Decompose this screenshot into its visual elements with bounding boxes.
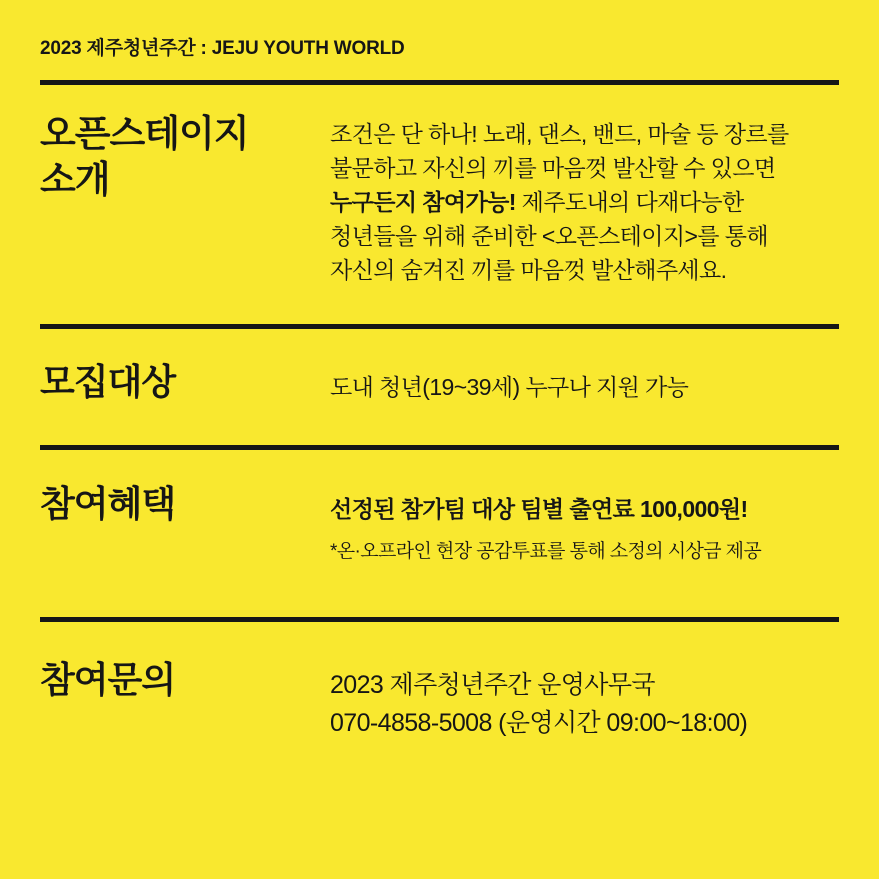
section-body-target	[330, 360, 839, 404]
section-label-intro-line2: 소개	[40, 158, 110, 200]
intro-line-1: 조건은 단 하나! 노래, 댄스, 밴드, 마술 등 장르를	[330, 121, 789, 147]
section-label-contact: 참여문의	[40, 658, 176, 700]
benefit-line-1: 선정된 참가팀 대상 팀별 출연료 100,000원!	[330, 496, 748, 523]
target-line-1: 도내 청년(19~39세) 누구나 지원 가능	[330, 374, 689, 401]
section-contact	[40, 622, 839, 744]
benefit-line-2: *온·오프라인 현장 공감투표를 통해 소정의 시상금 제공	[330, 541, 762, 563]
intro-line-4: 청년들을 위해 준비한 <오픈스테이지>를 통해	[330, 223, 768, 250]
section-label-target: 모집대상	[40, 361, 176, 403]
section-label-intro	[40, 111, 330, 203]
section-body-intro	[330, 111, 839, 287]
section-participation-benefit	[40, 450, 839, 567]
intro-line-3-rest: 제주도내의 다재다능한	[515, 189, 744, 216]
page-title: 2023 제주청년주간 : JEJU YOUTH WORLD	[40, 38, 405, 59]
contact-line-2: 070-4858-5008 (운영시간 09:00~18:00)	[330, 709, 748, 738]
contact-line-1: 2023 제주청년주간 운영사무국	[330, 670, 655, 699]
section-label-benefit: 참여혜택	[40, 483, 176, 525]
intro-line-2: 불문하고 자신의 끼를 마음껏 발산할 수 있으면	[330, 155, 776, 182]
intro-line-3-bold: 누구든지 참여가능!	[330, 189, 516, 216]
intro-line-3	[330, 185, 839, 219]
section-body-contact	[330, 658, 839, 744]
section-recruit-target	[40, 329, 839, 404]
intro-line-5: 자신의 숨겨진 끼를 마음껏 발산해주세요.	[330, 257, 727, 284]
section-label-intro-line1: 오픈스테이지	[40, 113, 249, 154]
section-body-benefit	[330, 482, 839, 567]
section-open-stage-intro	[40, 85, 839, 287]
